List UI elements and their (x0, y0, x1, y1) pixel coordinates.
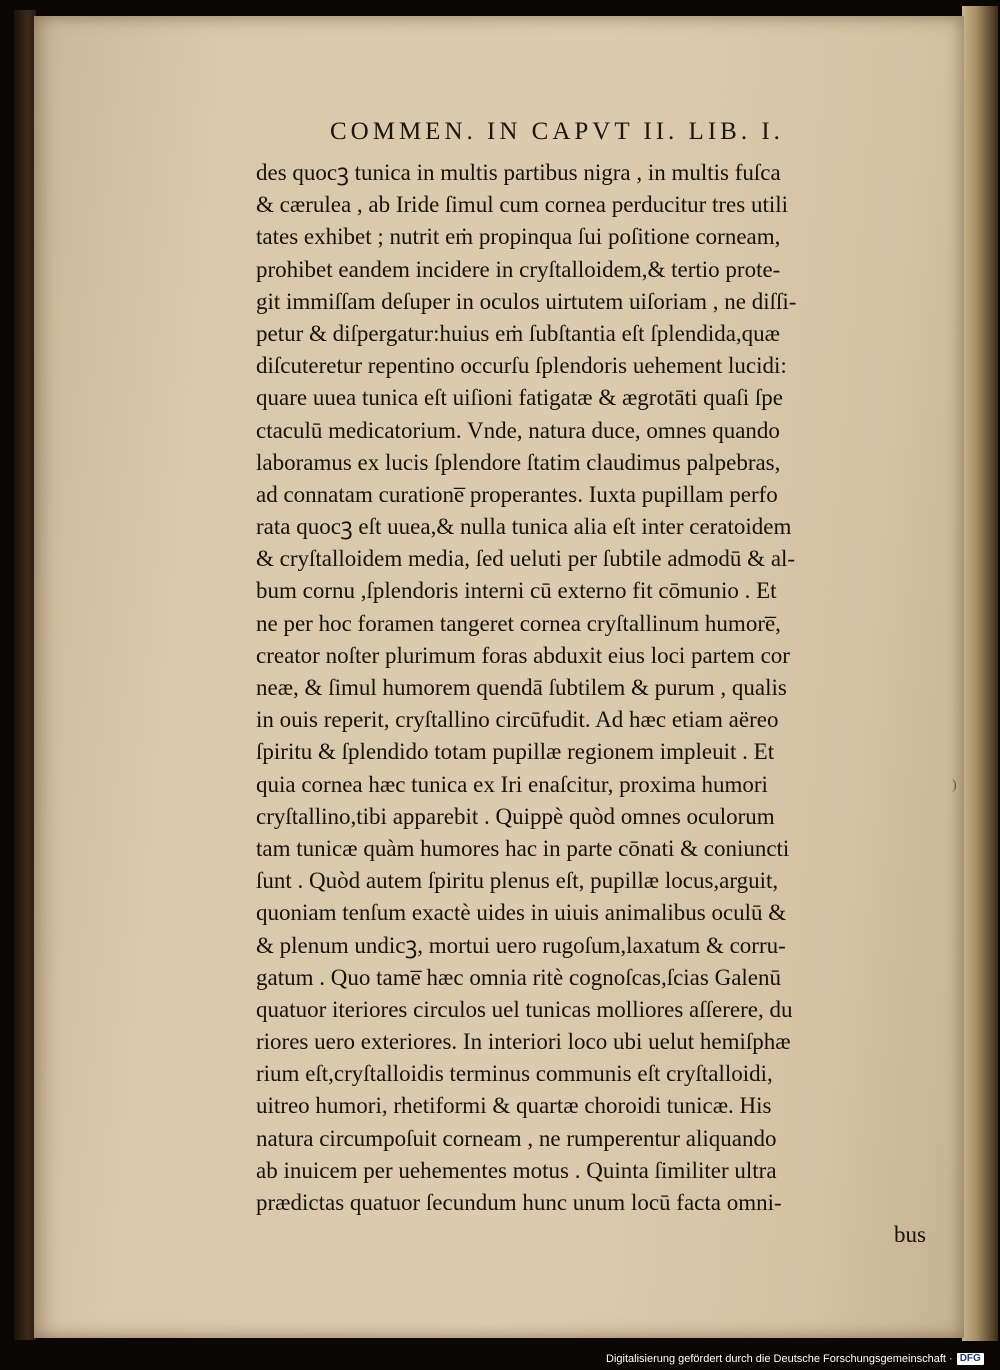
text-line: quatuor iteriores circulos uel tunicas molliores aſſerere, du (256, 996, 793, 1022)
text-line: gatum . Quo tame̅ hæc omnia ritè cognoſcas,ſcias Galenū (256, 964, 782, 990)
book-fore-edge (962, 6, 998, 1341)
text-line: prædictas quatuor ſecundum hunc unum locū facta omni- (256, 1190, 782, 1215)
text-line: rium eſt,cryſtalloidis terminus communis eſt cryſtalloidi, (256, 1061, 773, 1087)
text-line: prohibet eandem incidere in cryſtalloidem,& tertio prote- (256, 256, 781, 282)
text-line: ne per hoc foramen tangeret cornea cryſtallinum humore̅, (256, 610, 781, 636)
text-line: cryſtallino,tibi apparebit . Quippè quòd omnes oculorum (256, 803, 775, 829)
text-line: diſcuteretur repentino occurſu ſplendoris uehement lucidi: (256, 353, 787, 379)
running-head: COMMEN. IN CAPVT II. LIB. I. (330, 118, 784, 145)
credit-text: Digitalisierung gefördert durch die Deutsche Forschungsgemeinschaft · (606, 1353, 953, 1365)
text-line: bum cornu ,ſplendoris interni cū externo fit cōmunio . Et (256, 578, 777, 604)
digitization-credit (606, 1352, 984, 1366)
text-line: petur & diſpergatur:huius eṁ ſubſtantia eſt ſplendida,quæ (256, 320, 781, 346)
text-line: rata quocꝫ eſt uuea,& nulla tunica alia eſt inter ceratoidem (256, 514, 792, 540)
text-line: tam tunicæ quàm humores hac in parte cōnati & coniuncti (256, 835, 790, 861)
text-line: natura circumpoſuit corneam , ne rumperentur aliquando (256, 1125, 777, 1151)
text-line: riores uero exteriores. In interiori loco ubi uelut hemiſphæ (256, 1029, 791, 1055)
text-line: ſpiritu & ſplendido totam pupillæ regionem impleuit . Et (256, 739, 775, 765)
text-line: creator noſter plurimum foras abduxit eius loci partem cor (256, 642, 790, 668)
text-line: & cryſtalloidem media, ſed ueluti per ſubtile admodū & al- (256, 546, 796, 572)
text-line: quare uuea tunica eſt uiſioni fatigatæ & ægrotāti quaſi ſpe (256, 385, 783, 411)
text-line: quia cornea hæc tunica ex Iri enaſcitur, proxima humori (256, 771, 768, 797)
text-line: tates exhibet ; nutrit eṁ propinqua ſui poſitione corneam, (256, 224, 781, 250)
book-spine-edge (14, 10, 36, 1340)
text-line: ab inuicem per uehementes motus . Quinta ſimiliter ultra (256, 1157, 777, 1183)
text-line: in ouis reperit, cryſtallino circūfudit. Ad hæc etiam aëreo (256, 707, 779, 733)
text-line: ctaculū medicatorium. Vnde, natura duce, omnes quando (256, 417, 780, 443)
text-line: git immiſſam deſuper in oculos uirtutem uiſoriam , ne diſſi- (256, 288, 797, 314)
dfg-logo: DFG (957, 1353, 984, 1365)
text-line: ad connatam curatione̅ properantes. Iuxta pupillam perfo (256, 481, 778, 507)
text-line: & plenum undicꝫ, mortui uero rugoſum,laxatum & corru- (256, 932, 786, 958)
text-line: laboramus ex lucis ſplendore ſtatim claudimus palpebras, (256, 449, 781, 475)
text-line: & cærulea , ab Iride ſimul cum cornea perducitur tres utili (256, 192, 789, 218)
main-text-block (256, 157, 926, 1251)
text-line: neæ, & ſimul humorem quendā ſubtilem & purum , qualis (256, 675, 787, 700)
text-line: uitreo humori, rhetiformi & quartæ choroidi tunicæ. His (256, 1093, 772, 1119)
text-line: quoniam tenſum exactè uides in uiuis animalibus oculū & (256, 900, 787, 926)
text-line: ſunt . Quòd autem ſpiritu plenus eſt, pupillæ locus,arguit, (256, 868, 779, 894)
margin-mark: ) (952, 778, 957, 793)
catchword: bus (894, 1222, 926, 1248)
text-line: des quocꝫ tunica in multis partibus nigra , in multis fuſca (256, 160, 781, 185)
